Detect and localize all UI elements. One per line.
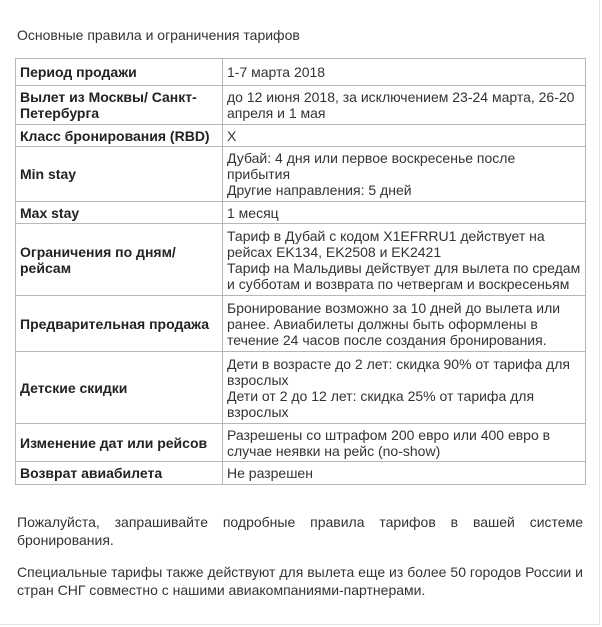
rule-key: Изменение дат или рейсов [16, 424, 223, 462]
rule-value-line: Тариф в Дубай с кодом X1EFRRU1 действует на рейсах EK134, EK2508 и EK2421 [227, 227, 545, 260]
rule-value [223, 147, 586, 202]
rule-value [223, 352, 586, 424]
table-row [16, 202, 586, 224]
rule-key: Предварительная продажа [16, 296, 223, 352]
rule-value-line: Дети в возрасте до 2 лет: скидка 90% от тарифа для взрослых [227, 355, 570, 388]
rule-key: Класс бронирования (RBD) [16, 125, 223, 147]
table-row [16, 352, 586, 424]
rule-value [223, 296, 586, 352]
rule-key: Min stay [16, 147, 223, 202]
table-row [16, 125, 586, 147]
rule-value-line: Другие направления: 5 дней [227, 182, 412, 198]
section-heading: Основные правила и ограничения тарифов [17, 27, 300, 43]
rule-key: Детские скидки [16, 352, 223, 424]
rule-value-line: Не разрешен [227, 465, 313, 481]
rule-value-line: Тариф на Мальдивы действует для вылета по средам и субботам и возврата по четвергам и воскресеньям [227, 259, 581, 292]
rule-value-line: 1-7 марта 2018 [227, 64, 326, 80]
rule-value-line: Разрешены со штрафом 200 евро или 400 евро в случае неявки на рейс (no-show) [227, 426, 551, 459]
table-row [16, 296, 586, 352]
rule-value-line: Дубай: 4 дня или первое воскресенье после прибытия [227, 150, 516, 182]
table-row [16, 59, 586, 86]
rule-value-line: до 12 июня 2018, за исключением 23-24 марта, 26-20 апреля и 1 мая [227, 89, 575, 121]
rule-key: Возврат авиабилета [16, 462, 223, 485]
partner-fares-note: Специальные тарифы также действуют для вылета еще из более 50 городов России и стран СНГ совместно с нашими авиакомпаниями-партнерами. [17, 564, 583, 598]
rule-value-line: X [227, 127, 237, 144]
rule-value [223, 125, 586, 147]
rule-value-line: Бронирование возможно за 10 дней до вылета или ранее. Авиабилеты должны быть оформлены в течение 24 часов после создания бронирования. [227, 299, 561, 348]
rule-value [223, 224, 586, 296]
table-row [16, 424, 586, 462]
booking-rules-note: Пожалуйста, запрашивайте подробные правила тарифов в вашей системе бронирования. [17, 514, 583, 548]
fare-rules-table [15, 58, 586, 485]
rule-value-line: Дети от 2 до 12 лет: скидка 25% от тарифа для взрослых [227, 387, 535, 420]
table-row [16, 147, 586, 202]
rule-value-line: 1 месяц [227, 204, 279, 221]
rule-key: Вылет из Москвы/ Санкт-Петербурга [16, 86, 223, 125]
rule-value [223, 202, 586, 224]
table-row [16, 86, 586, 125]
table-row [16, 462, 586, 485]
rule-value [223, 424, 586, 462]
rule-value [223, 462, 586, 485]
rule-key: Период продажи [16, 59, 223, 86]
rule-key: Max stay [16, 202, 223, 224]
table-row [16, 224, 586, 296]
rule-value [223, 59, 586, 86]
rule-value [223, 86, 586, 125]
rule-key: Ограничения по дням/ рейсам [16, 224, 223, 296]
